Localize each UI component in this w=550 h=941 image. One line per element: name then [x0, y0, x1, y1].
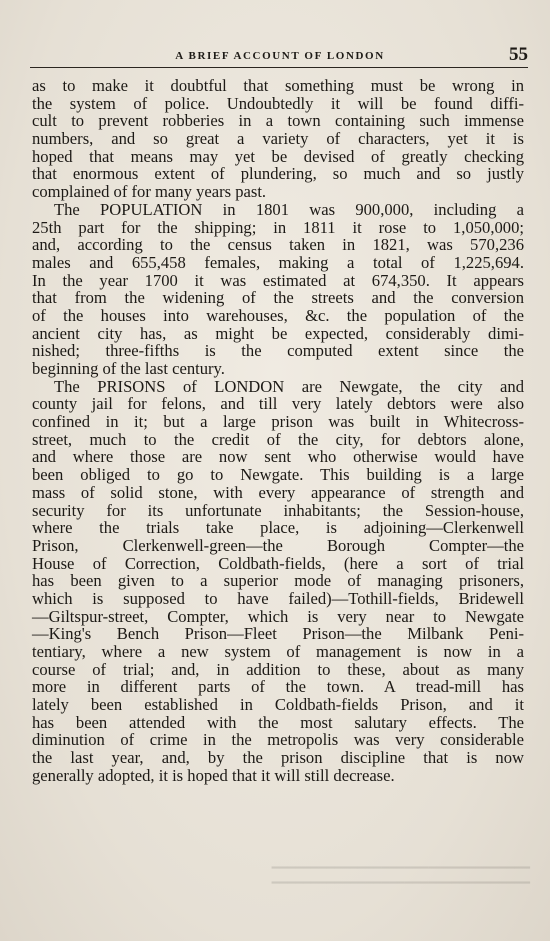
- text-line: that enormous extent of plundering, so much and so justly: [32, 164, 524, 184]
- text-line: more in different parts of the town. A tread-mill has: [32, 677, 524, 697]
- text-line: mass of solid stone, with every appearance of strength and: [32, 482, 524, 502]
- text-line: In the year 1700 it was estimated at 674,350. It appears: [32, 270, 524, 290]
- text-line: ancient city has, as might be expected, considerably dimi-: [32, 323, 524, 343]
- text-line: street, much to the credit of the city, for debtors alone,: [32, 429, 524, 449]
- text-line: of the houses into warehouses, &c. the population of the: [32, 305, 524, 325]
- text-line: generally adopted, it is hoped that it will still decrease.: [32, 765, 395, 785]
- text-line: tentiary, where a new system of management is now in a: [32, 642, 524, 661]
- text-line: —King's Bench Prison—Fleet Prison—the Milbank Peni-: [32, 624, 524, 644]
- text-line: diminution of crime in the metropolis was very considerable: [32, 730, 524, 750]
- paragraph-prisons-start: The PRISONS of LONDON are Newgate, the city and: [54, 376, 524, 396]
- text-line: where the trials take place, is adjoining—Clerkenwell: [32, 518, 524, 538]
- text-line: confined in it; but a large prison was built in Whitecross-: [32, 412, 524, 432]
- text-line: Prison, Clerkenwell-green—the Borough Compter—the: [32, 535, 524, 555]
- page-number: 55: [509, 44, 528, 65]
- text-line: 25th part for the shipping; in 1811 it rose to 1,050,000;: [32, 217, 524, 237]
- text-line: course of trial; and, in addition to these, about as many: [32, 659, 524, 679]
- text-line: cult to prevent robberies in a town containing such immense: [32, 111, 524, 131]
- paragraph-population-start: The POPULATION in 1801 was 900,000, including a: [54, 199, 524, 219]
- show-through-texture: ━━━━━━━━━━━━━━━━━━━━━━━━━━━━━━━━━ ━━━━━━━━━━━━━━━━━━━━━━━━━━━━━━━━━: [271, 860, 530, 890]
- text-line: complained of for many years past.: [32, 182, 267, 202]
- text-line: county jail for felons, and till very lately debtors were also: [32, 394, 524, 414]
- text-line: security for its unfortunate inhabitants; the Session-house,: [32, 500, 524, 520]
- text-line: males and 655,458 females, making a total of 1,225,694.: [32, 252, 524, 272]
- text-line: the system of police. Undoubtedly it will be found diffi-: [32, 93, 524, 113]
- header-rule: [30, 67, 528, 68]
- text-line: nished; three-fifths is the computed extent since the: [32, 341, 524, 361]
- text-line: has been attended with the most salutary effects. The: [32, 712, 524, 732]
- text-line: that from the widening of the streets and the conversion: [32, 288, 524, 308]
- text-line: lately been established in Coldbath-fields Prison, and it: [32, 695, 524, 715]
- body-text: [32, 77, 524, 785]
- text-line: and, according to the census taken in 1821, was 570,236: [32, 235, 524, 255]
- text-line: hoped that means may yet be devised of greatly checking: [32, 146, 524, 166]
- text-line: and where those are now sent who otherwise would have: [32, 447, 524, 467]
- text-line: numbers, and so great a variety of characters, yet it is: [32, 129, 524, 149]
- text-line: House of Correction, Coldbath-fields, (here a sort of trial: [32, 553, 524, 573]
- text-line: which is supposed to have failed)—Tothill-fields, Bridewell: [32, 588, 524, 608]
- text-line: —Giltspur-street, Compter, which is very near to Newgate: [32, 606, 524, 626]
- text-line: the last year, and, by the prison discipline that is now: [32, 748, 524, 768]
- text-line: as to make it doubtful that something must be wrong in: [32, 76, 524, 95]
- running-title: A BRIEF ACCOUNT OF LONDON: [175, 50, 385, 62]
- running-head: [30, 46, 530, 68]
- text-line: beginning of the last century.: [32, 359, 225, 378]
- text-line: been obliged to go to Newgate. This building is a large: [32, 465, 524, 485]
- text-line: has been given to a superior mode of managing prisoners,: [32, 571, 524, 591]
